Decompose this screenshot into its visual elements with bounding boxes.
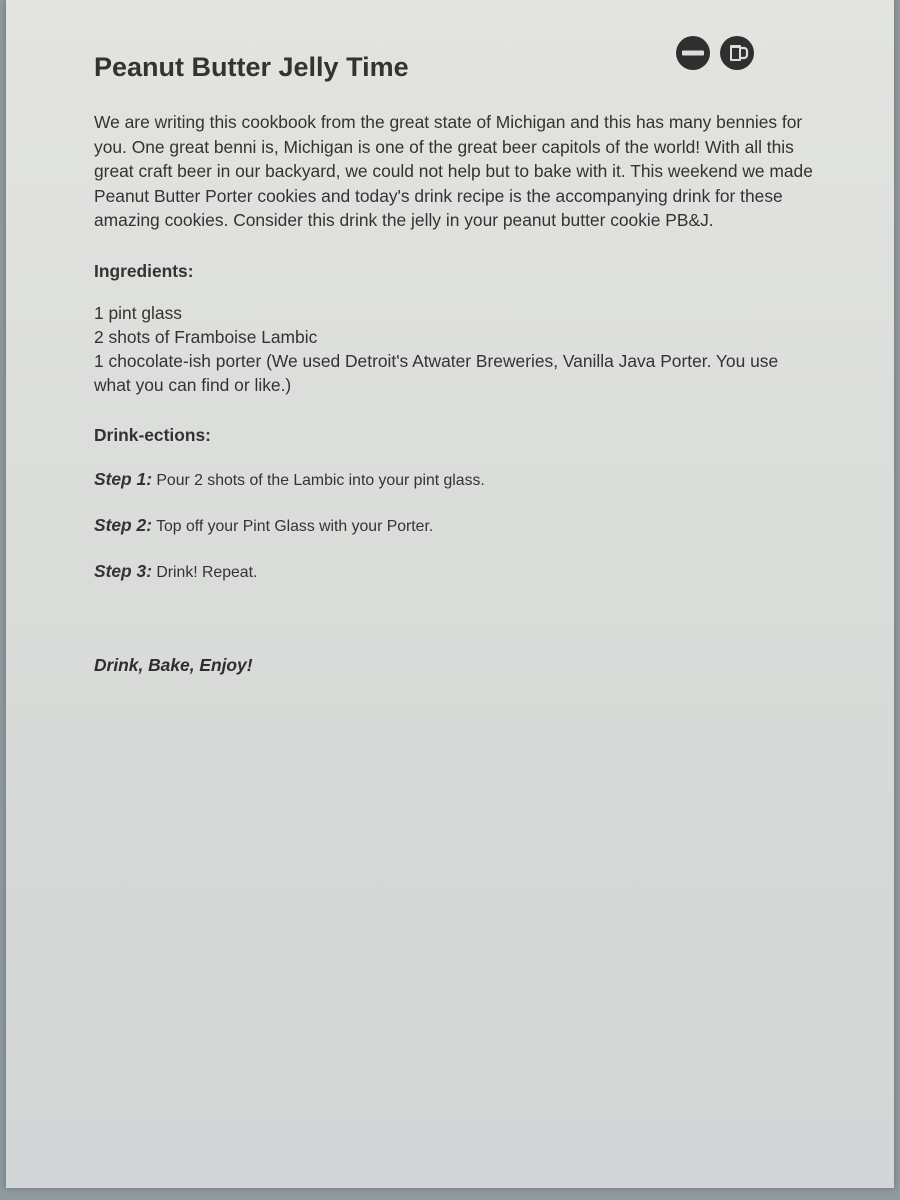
step-text: Top off your Pint Glass with your Porter. [156,517,434,535]
page-title: Peanut Butter Jelly Time [94,52,409,82]
step-3 [94,559,814,585]
ingredient-item: 2 shots of Framboise Lambic [94,326,318,347]
recipe-content [94,50,814,676]
ingredient-item: 1 pint glass [94,302,182,323]
step-1 [94,467,814,493]
paper-page [6,0,894,1188]
step-label: Step 1: [94,468,152,489]
step-label: Step 2: [94,514,152,535]
ingredients-heading: Ingredients: [94,260,194,281]
step-text: Pour 2 shots of the Lambic into your pint glass. [156,471,485,489]
intro-paragraph: We are writing this cookbook from the great state of Michigan and this has many bennies for you. One great benni is, Michigan is one of the great beer capitols of the world! With all this great craft beer in our backyard, we could not help but to bake with it. This weekend we made Peanut Butter Porter cookies and today's drink recipe is the accompanying drink for these amazing cookies. Consider this drink the jelly in your peanut butter cookie PB&J. [94,112,813,230]
ingredients-list [94,301,814,397]
step-text: Drink! Repeat. [156,563,258,581]
step-label: Step 3: [94,560,152,581]
ingredient-item: 1 chocolate-ish porter (We used Detroit's Atwater Breweries, Vanilla Java Porter. You use what you can find or like.) [94,350,779,395]
directions-heading: Drink-ections: [94,424,211,445]
step-2 [94,513,814,539]
signoff: Drink, Bake, Enjoy! [94,654,253,675]
